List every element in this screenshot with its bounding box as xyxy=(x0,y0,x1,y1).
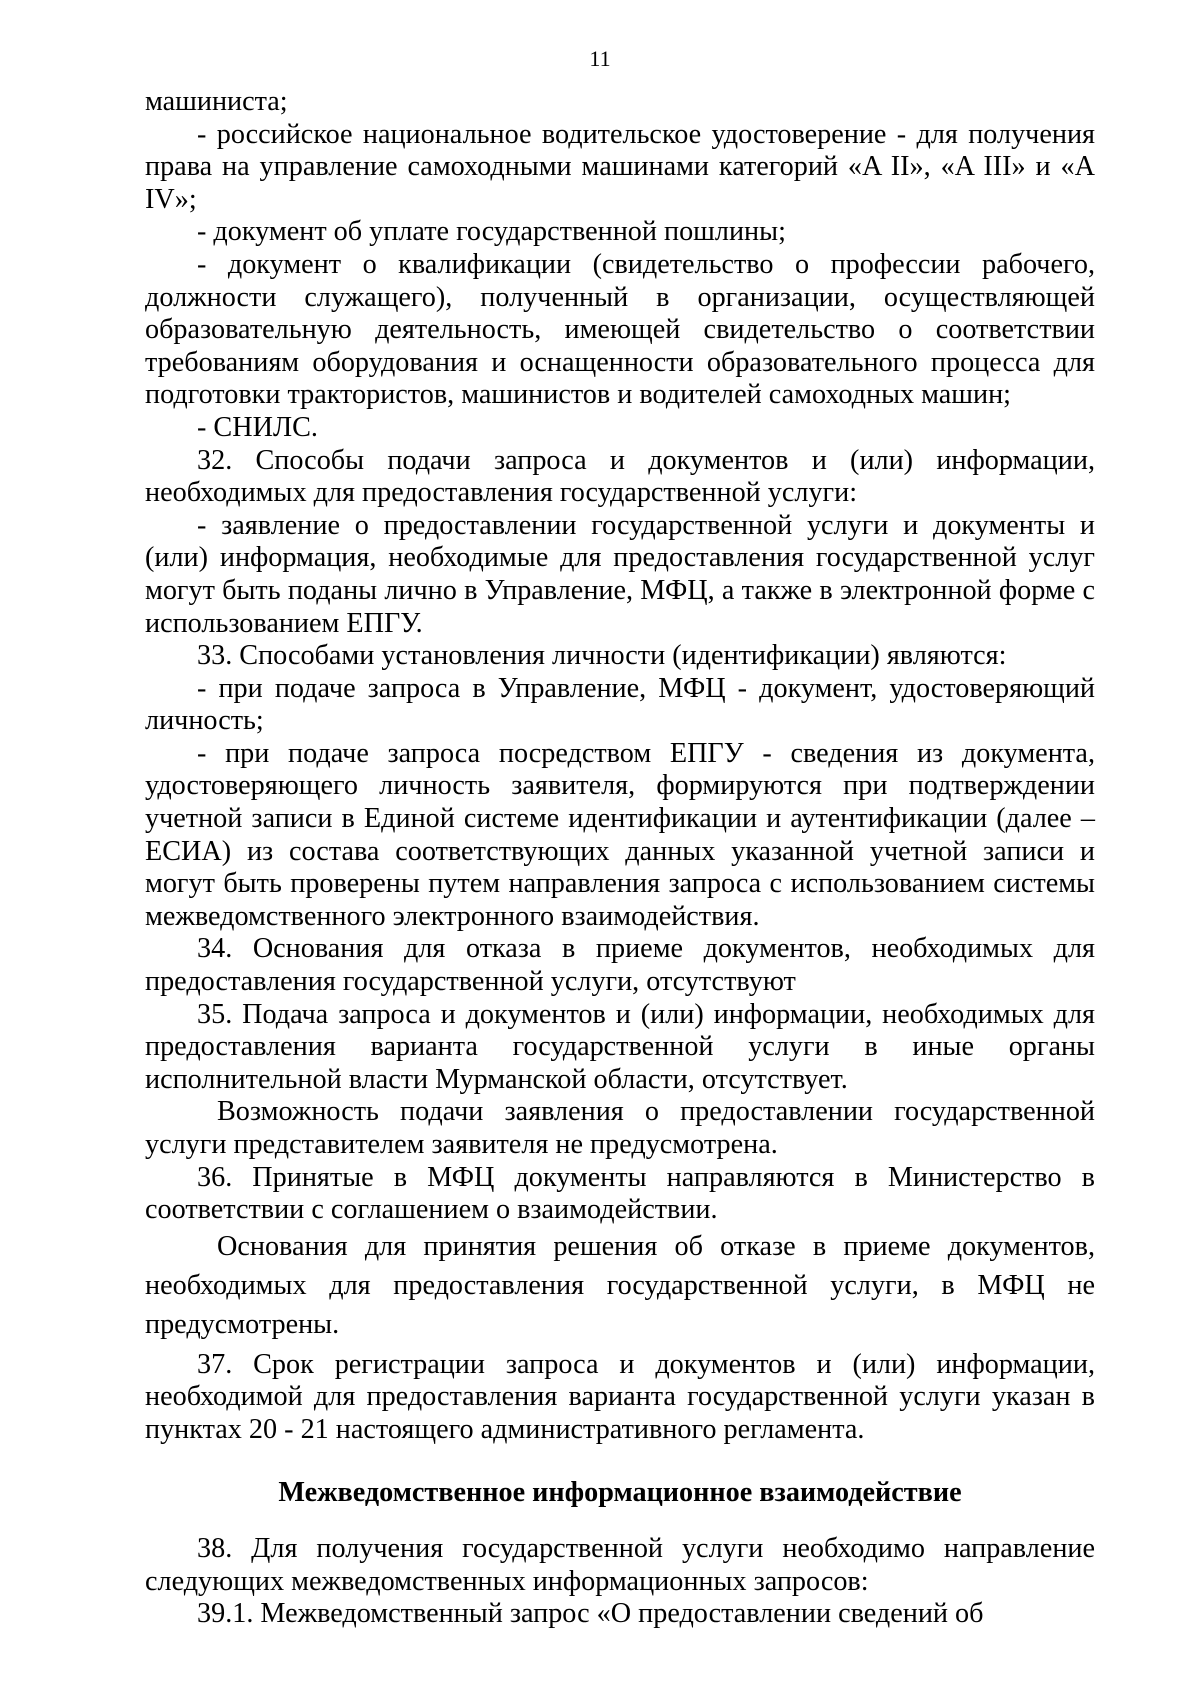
paragraph-32: 32. Способы подачи запроса и документов и (или) информации, необходимых для предоставления государственной услуги: xyxy=(145,444,1095,509)
paragraph-35: 35. Подача запроса и документов и (или) информации, необходимых для предоставления варианта государственной услуги в иные органы исполнительной власти Мурманской области, отсутствует. xyxy=(145,998,1095,1095)
paragraph-continuation: машиниста; xyxy=(145,86,288,117)
list-item-submission-methods: - заявление о предоставлении государственной услуги и документы и (или) информация, необходимые для предоставления государственной услуг могут быть поданы лично в Управление, МФЦ, а также в электронной форме с использованием ЕПГУ. xyxy=(145,509,1095,639)
paragraph-representative: Возможность подачи заявления о предоставлении государственной услуги представителем заявителя не предусмотрена. xyxy=(145,1096,1095,1160)
paragraph-39-1: 39.1. Межведомственный запрос «О предоставлении сведений об xyxy=(197,1598,984,1630)
page-number: 11 xyxy=(589,46,611,71)
list-item-identification-in-person: - при подаче запроса в Управление, МФЦ - документ, удостоверяющий личность; xyxy=(145,672,1095,737)
paragraph-37: 37. Срок регистрации запроса и документов и (или) информации, необходимой для предоставления варианта государственной услуги указан в пунктах 20 - 21 настоящего административного регламента. xyxy=(145,1348,1095,1445)
paragraph-38: 38. Для получения государственной услуги необходимо направление следующих межведомственных информационных запросов: xyxy=(145,1533,1095,1597)
paragraph-33: 33. Способами установления личности (идентификации) являются: xyxy=(197,640,1007,672)
list-item-snils: - СНИЛС. xyxy=(197,411,318,443)
paragraph-36: 36. Принятые в МФЦ документы направляются в Министерство в соответствии с соглашением о взаимодействии. xyxy=(145,1161,1095,1226)
list-item-state-fee: - документ об уплате государственной пошлины; xyxy=(197,216,786,248)
list-item-qualification-document: - документ о квалификации (свидетельство о профессии рабочего, должности служащего), полученный в организации, осуществляющей образовательную деятельность, имеющей свидетельство о соответствии требованиям оборудования и оснащенности образовательного процесса для подготовки трактористов, машинистов и водителей самоходных машин; xyxy=(145,248,1095,411)
paragraph-refusal-grounds: Основания для принятия решения об отказе в приеме документов, необходимых для предоставления государственной услуги, в МФЦ не предусмотрены. xyxy=(145,1230,1095,1340)
document-body xyxy=(145,86,1095,1631)
section-heading: Межведомственное информационное взаимодействие xyxy=(278,1476,962,1508)
list-item-identification-epgu: - при подаче запроса посредством ЕПГУ - сведения из документа, удостоверяющего личность заявителя, формируются при подтверждении учетной записи в Единой системе идентификации и аутентификации (далее – ЕСИА) из состава соответствующих данных указанной учетной записи и могут быть проверены путем направления запроса с использованием системы межведомственного электронного взаимодействия. xyxy=(145,737,1095,932)
list-item-driver-license: - российское национальное водительское удостоверение - для получения права на управление самоходными машинами категорий «A II», «A III» и «A IV»; xyxy=(145,118,1095,215)
paragraph-34: 34. Основания для отказа в приеме документов, необходимых для предоставления государственной услуги, отсутствуют xyxy=(145,933,1095,998)
